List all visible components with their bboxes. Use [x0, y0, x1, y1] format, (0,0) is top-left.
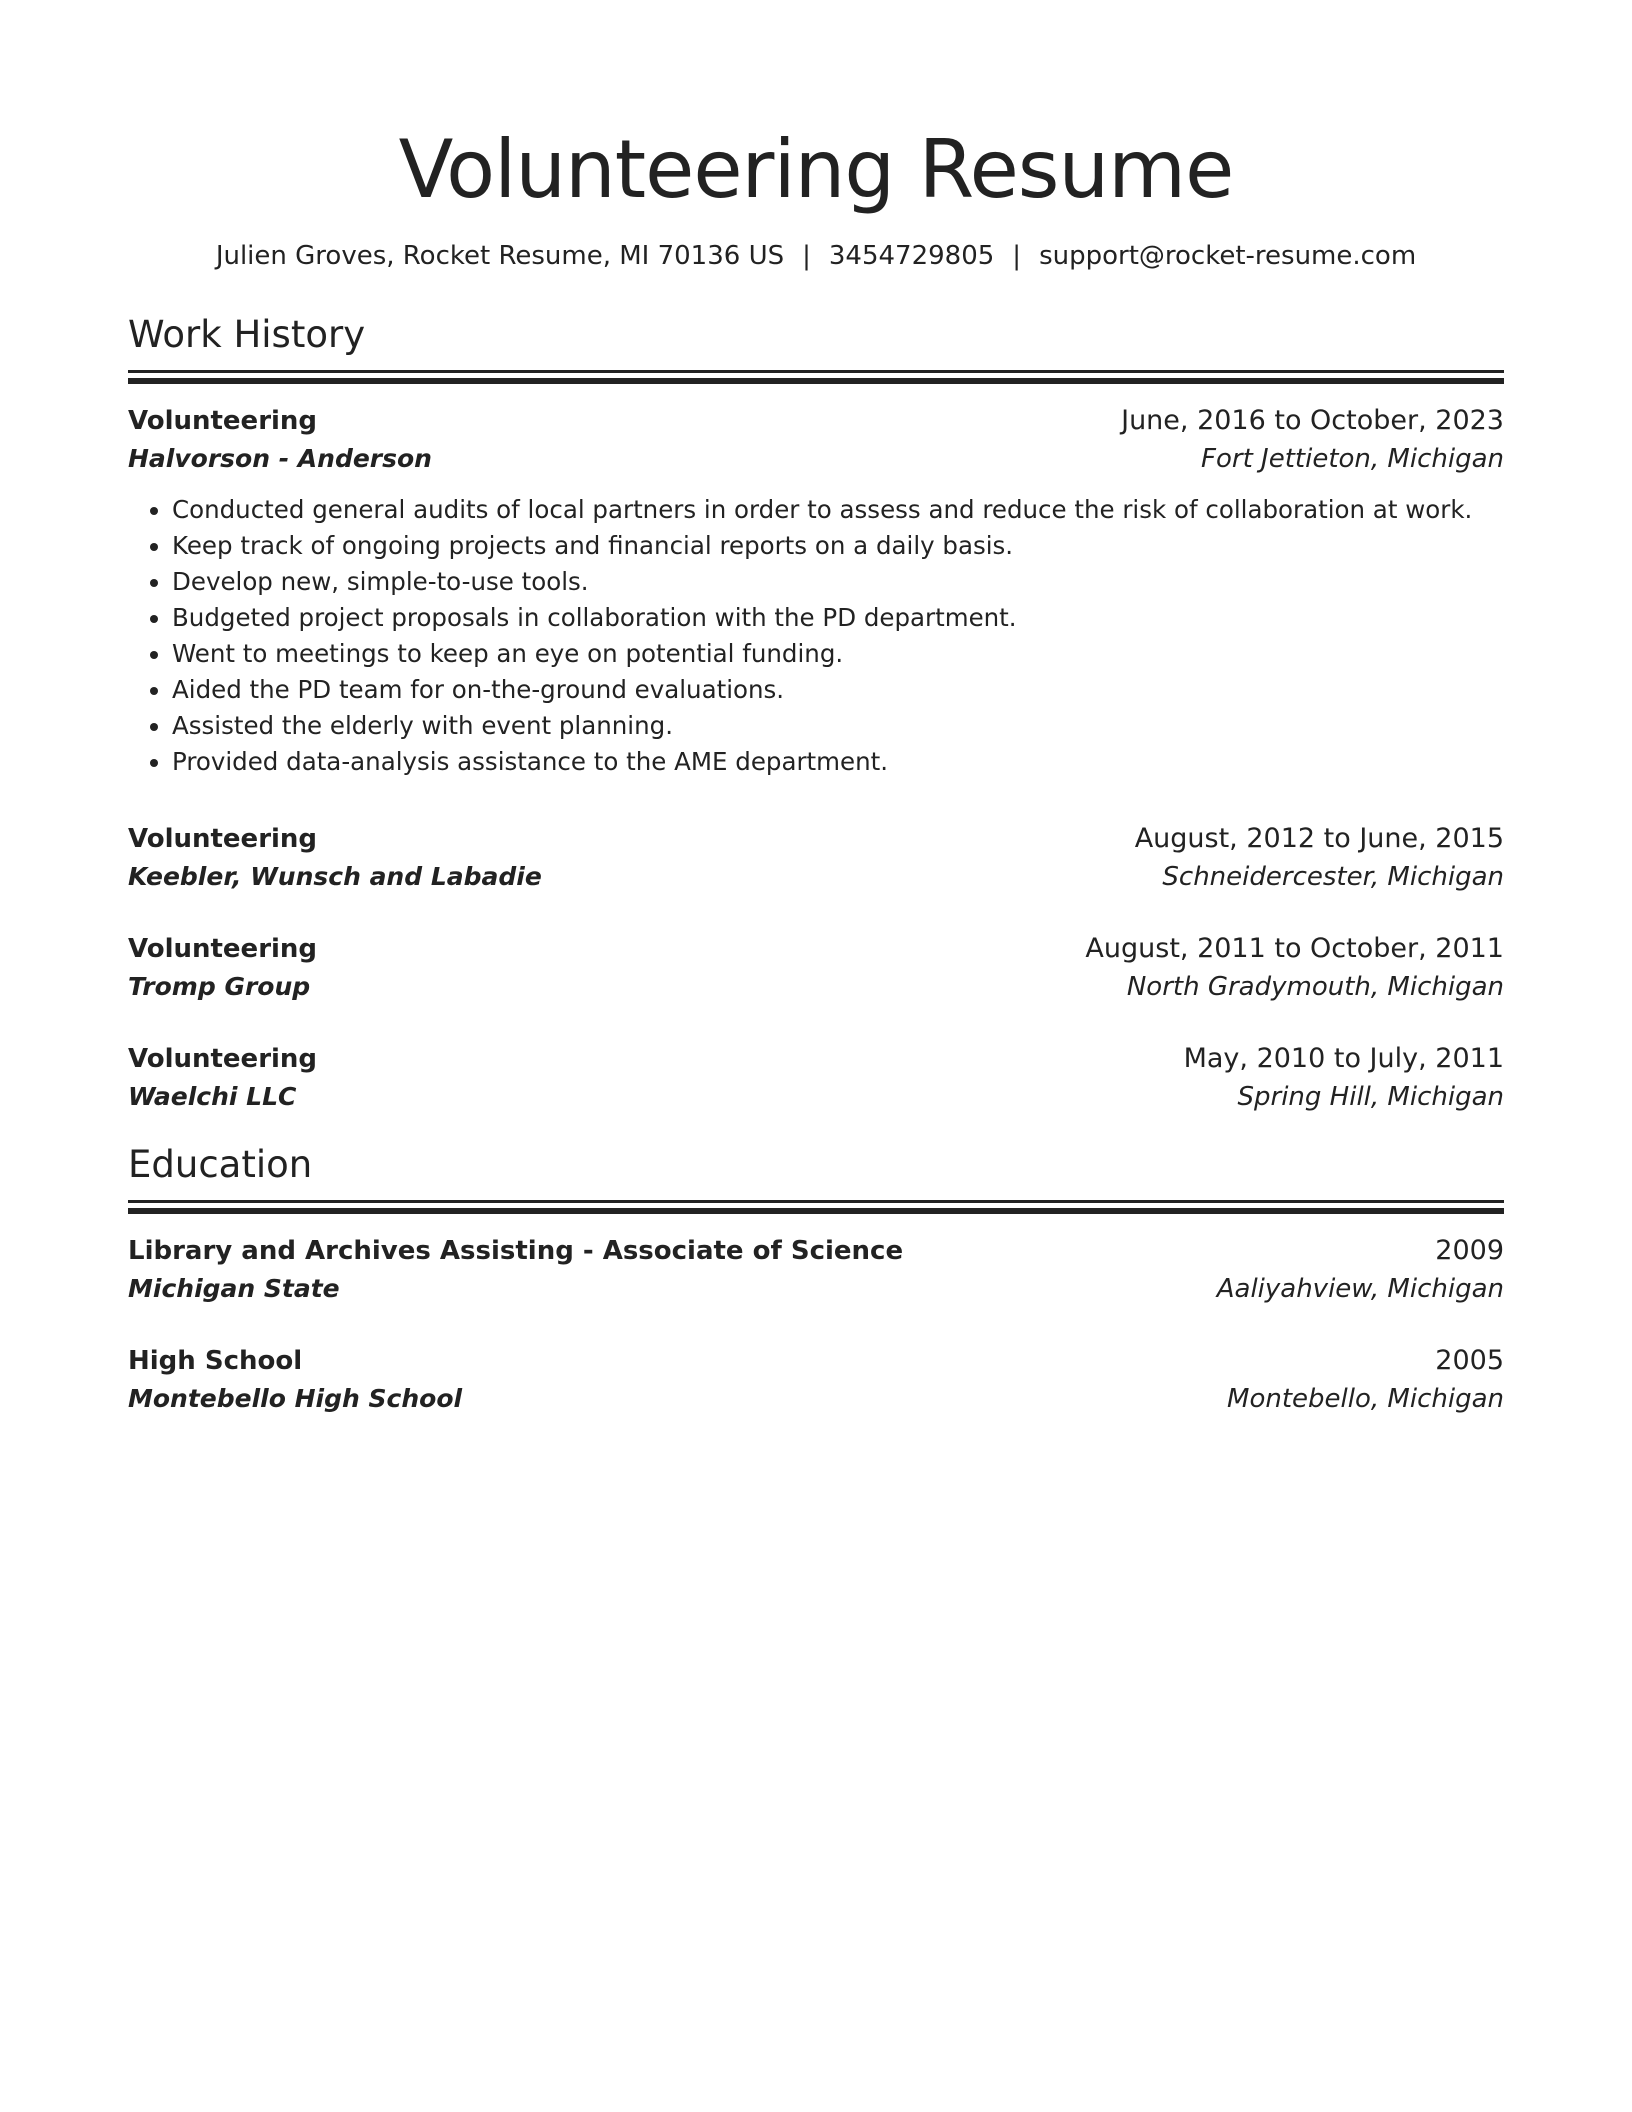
job-duty: • Provided data-analysis assistance to the AME department. [172, 744, 1504, 780]
contact-line [128, 238, 1504, 274]
job-title: Volunteering [128, 824, 318, 854]
contact-phone: 3454729805 [828, 241, 995, 271]
section-divider [128, 1200, 1504, 1203]
job-dates: May, 2010 to July, 2011 [1183, 1043, 1504, 1074]
resume-page [128, 0, 1504, 1418]
job-location: Spring Hill, Michigan [1237, 1082, 1504, 1112]
job-organization: Keebler, Wunsch and Labadie [128, 862, 542, 891]
school-location: Montebello, Michigan [1227, 1384, 1504, 1414]
job-location: North Gradymouth, Michigan [1126, 972, 1504, 1002]
contact-email: support@rocket-resume.com [1039, 241, 1417, 271]
contact-separator: | [802, 241, 811, 271]
graduation-year: 2005 [1435, 1345, 1504, 1376]
job-title: Volunteering [128, 934, 318, 964]
job-dates: August, 2011 to October, 2011 [1085, 933, 1504, 964]
resume-title: Volunteering Resume [398, 123, 1234, 216]
degree-title: Library and Archives Assisting - Associate of Science [128, 1236, 904, 1266]
job-duties-list [128, 492, 1504, 780]
graduation-year: 2009 [1435, 1235, 1504, 1266]
section-divider-thick [128, 1208, 1504, 1214]
job-duty: • Aided the PD team for on-the-ground evaluations. [172, 672, 1504, 708]
school-name: Montebello High School [128, 1384, 463, 1413]
job-location: Schneidercester, Michigan [1162, 862, 1504, 892]
job-title: Volunteering [128, 406, 318, 436]
contact-separator: | [1012, 241, 1022, 271]
degree-title: High School [128, 1346, 303, 1376]
job-organization: Tromp Group [128, 972, 311, 1001]
work-entry [128, 402, 1504, 780]
work-entry [128, 1040, 1504, 1116]
job-organization: Waelchi LLC [128, 1082, 297, 1111]
job-duty: • Went to meetings to keep an eye on potential funding. [172, 636, 1504, 672]
job-duty: • Budgeted project proposals in collaboration with the PD department. [172, 600, 1504, 636]
education-entry [128, 1342, 1504, 1418]
job-dates: June, 2016 to October, 2023 [1121, 405, 1504, 436]
school-location: Aaliyahview, Michigan [1216, 1274, 1504, 1304]
job-duty: • Conducted general audits of local partners in order to assess and reduce the risk of collaboration at work. [172, 492, 1504, 528]
job-organization: Halvorson - Anderson [128, 444, 432, 473]
contact-address: Julien Groves, Rocket Resume, MI 70136 US [215, 241, 785, 271]
job-dates: August, 2012 to June, 2015 [1134, 823, 1504, 854]
job-duty: • Develop new, simple-to-use tools. [172, 564, 1504, 600]
work-history-heading: Work History [128, 313, 366, 356]
job-duty: • Keep track of ongoing projects and financial reports on a daily basis. [172, 528, 1504, 564]
education-heading: Education [128, 1143, 313, 1186]
school-name: Michigan State [128, 1274, 340, 1303]
work-entry [128, 930, 1504, 1006]
job-location: Fort Jettieton, Michigan [1201, 444, 1504, 474]
section-divider-thick [128, 378, 1504, 384]
job-duty: • Assisted the elderly with event planning. [172, 708, 1504, 744]
work-entry [128, 820, 1504, 896]
job-title: Volunteering [128, 1044, 318, 1074]
section-divider [128, 370, 1504, 373]
education-entry [128, 1232, 1504, 1308]
